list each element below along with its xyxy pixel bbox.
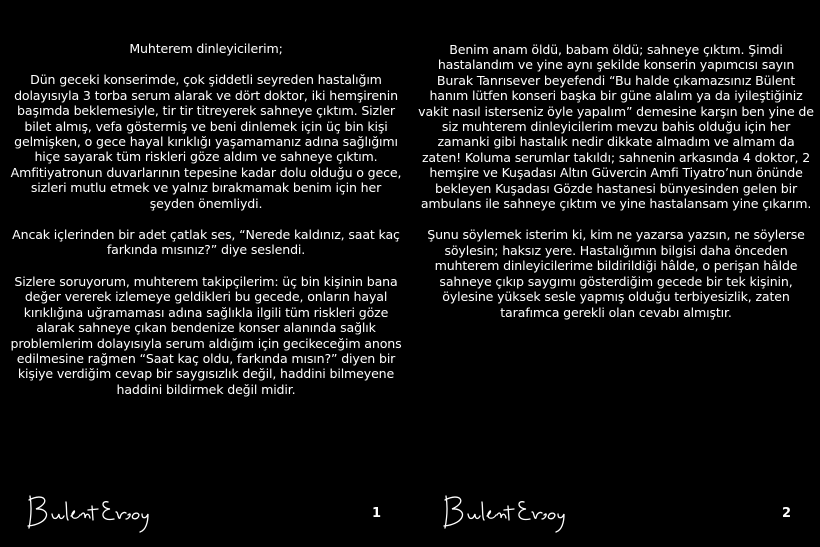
letter-page-2: [410, 0, 820, 547]
paragraph: Benim anam öldü, babam öldü; sahneye çıktım. Şimdi hastalandım ve yine aynı şekilde konserin yapımcısı sayın Burak Tanrısever beyefendi “Bu halde çıkamazsınız Bülent hanım lütfen konseri başka bir güne alalım ya da iyileştiğiniz vakit nasıl isterseniz öyle yapalım” demesine karşın ben yine de siz muhterem dinleyicilerim mevzu bahis olduğu için her zamanki gibi hastalık nedir dikkate almadım ve almam da zaten! Koluma serumlar takıldı; sahnenin arkasında 4 doktor, 2 hemşire ve Kuşadası Altın Güvercin Amfi Tiyatro’nun önünde bekleyen Kuşadası Gözde hastanesi bünyesinden gelen bir ambulans ile sahneye çıktım ve yine hastalansam yine çıkarım.: [418, 42, 814, 212]
page-number: 1: [372, 506, 382, 521]
letter-text-column: [418, 42, 814, 336]
paragraph: Ancak içlerinden bir adet çatlak ses, “Nerede kaldınız, saat kaç farkında mısınız?” diye seslendi.: [12, 227, 400, 258]
page-number: 2: [782, 506, 792, 521]
salutation: Muhterem dinleyicilerim;: [129, 41, 283, 56]
paragraph: Sizlere soruyorum, muhterem takipçilerim: üç bin kişinin bana değer vererek izlemeye geldikleri bu gecede, onların hayal kırıklığına uğramaması adına sağlıkla ilgili tüm riskleri göze alarak sahneye çıkan bendenize konser alanında sağlık problemlerim dolayısıyla serum aldığım için gecikeceğim anons edilmesine rağmen “Saat kaç oldu, farkında mısın?” diyen bir kişiye verdiğim cevap bir saygısızlık değil, haddini bilmeyene haddini bildirmek değil midir.: [10, 273, 402, 397]
paragraph: Dün geceki konserimde, çok şiddetli seyreden hastalığım dolayısıyla 3 torba serum alarak ve dört doktor, iki hemşirenin başımda beklemesiyle, tir tir titreyerek sahneye çıktım. Sizler bilet almış, vefa göstermiş ve beni dinlemek için üç bin kişi gelmişken, o gece hayal kırıklığı yaşamamanız adına sağlığımı hiçe sayarak tüm riskleri göze aldım ve sahneye çıktım. Amfitiyatronun duvarlarının tepesine kadar dolu olduğu o gece, sizleri mutlu etmek ve yalnız bırakmamak benim için her şeyden önemliydi.: [10, 72, 402, 211]
letter-text-column: [8, 41, 404, 413]
paragraph: Şunu söylemek isterim ki, kim ne yazarsa yazsın, ne söylerse söylesin; haksız yere. Hastalığımın bilgisi daha önceden muhterem dinleyicilerime bildirildiği hâlde, o perişan hâlde sahneye çıkıp saygımı gösterdiğim gecede bir tek kişinin, öylesine yüksek sesle yapmış olduğu terbiyesizlik, zaten tarafımca gerekli olan cevabı almıştır.: [427, 227, 805, 320]
signature-image: [438, 488, 578, 534]
signature-image: [22, 488, 162, 534]
